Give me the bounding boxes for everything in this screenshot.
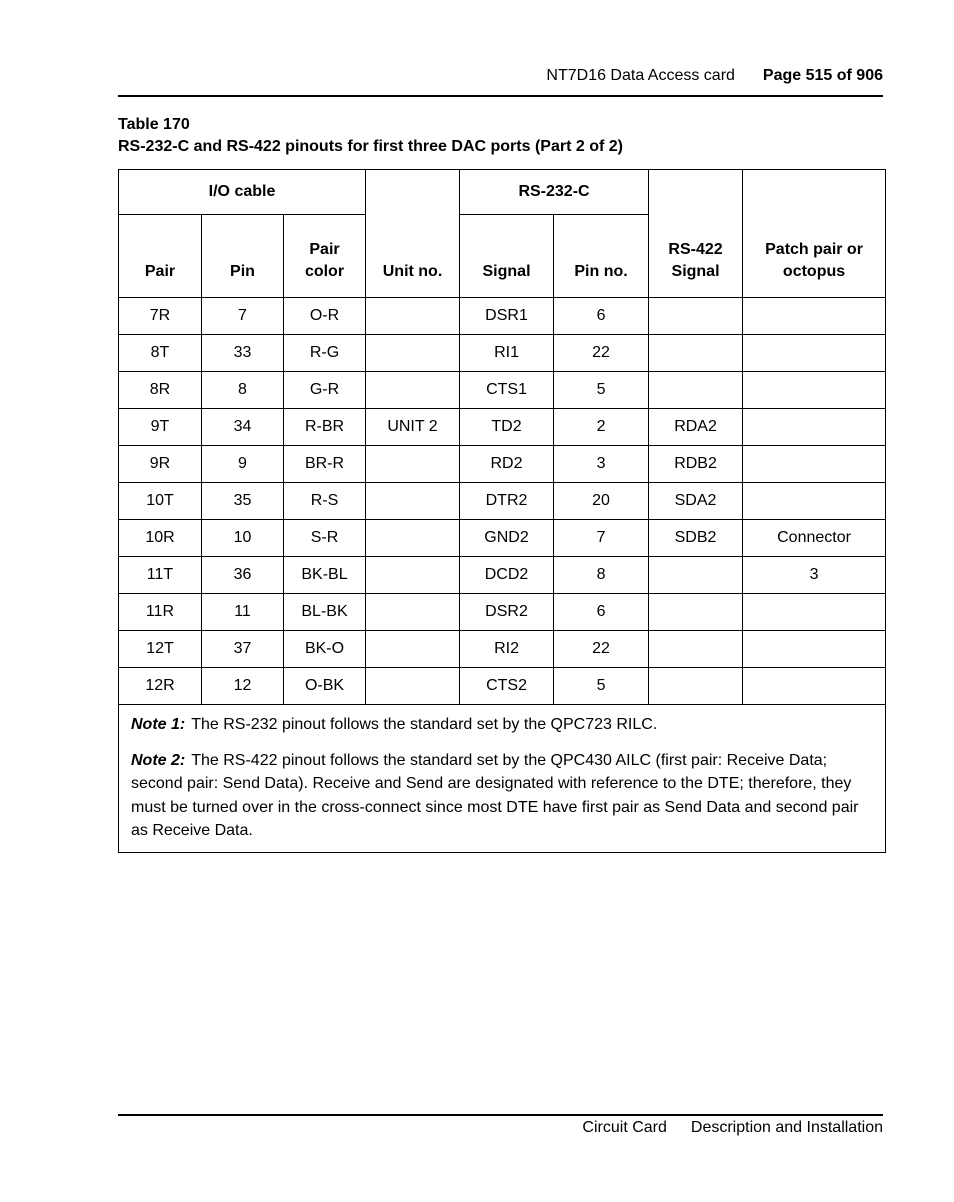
pin-no-cell: 6 <box>554 594 649 631</box>
patch-pair-cell <box>743 298 886 335</box>
note-1-text: The RS-232 pinout follows the standard set by the QPC723 RILC. <box>191 716 658 733</box>
pin-cell: 36 <box>202 557 284 594</box>
unit-no-cell <box>366 483 460 520</box>
rs422-signal-cell <box>649 631 743 668</box>
pair-color-header <box>284 215 366 298</box>
table-notes <box>119 705 886 853</box>
footer-rule <box>118 1114 883 1116</box>
unit-no-cell <box>366 298 460 335</box>
note-1 <box>131 713 873 737</box>
rs422-signal-cell: SDA2 <box>649 483 743 520</box>
pair-color-cell: R-G <box>284 335 366 372</box>
pair-cell: 11T <box>119 557 202 594</box>
document-title: NT7D16 Data Access card <box>546 67 735 84</box>
pair-cell: 9R <box>119 446 202 483</box>
rs422-signal-cell <box>649 668 743 705</box>
pair-cell: 8T <box>119 335 202 372</box>
pin-no-cell: 20 <box>554 483 649 520</box>
pair-cell: 9T <box>119 409 202 446</box>
signal-cell: DCD2 <box>460 557 554 594</box>
pinout-table <box>118 169 886 853</box>
patch-pair-cell <box>743 668 886 705</box>
pair-color-cell: R-BR <box>284 409 366 446</box>
patch-pair-cell <box>743 594 886 631</box>
page-number: Page 515 of 906 <box>762 67 883 84</box>
table-row <box>119 446 886 483</box>
patch-pair-cell <box>743 372 886 409</box>
pin-no-cell: 7 <box>554 520 649 557</box>
patch-header-line1: Patch pair or <box>765 241 863 258</box>
signal-cell: RI1 <box>460 335 554 372</box>
pair-cell: 11R <box>119 594 202 631</box>
rs422-signal-cell: RDB2 <box>649 446 743 483</box>
pin-cell: 11 <box>202 594 284 631</box>
pin-cell: 12 <box>202 668 284 705</box>
pair-color-cell: BK-BL <box>284 557 366 594</box>
pair-cell: 10R <box>119 520 202 557</box>
footer-right: Description and Installation <box>690 1119 883 1136</box>
patch-pair-header <box>743 170 886 298</box>
unit-no-cell <box>366 520 460 557</box>
pair-color-header-line1: Pair <box>309 241 340 258</box>
rs422-signal-cell: RDA2 <box>649 409 743 446</box>
pin-no-cell: 3 <box>554 446 649 483</box>
rs422-header-line1: RS-422 <box>668 241 723 258</box>
note-2-text: The RS-422 pinout follows the standard set by the QPC430 AILC (first pair: Receive Data; second pair: Send Data). Receive and Send are designated with reference to the DTE; therefore, they must be turned over in the cross-connect since most DTE have first pair as Send Data and second pair as Receive Data. <box>131 751 859 839</box>
pin-no-cell: 8 <box>554 557 649 594</box>
pin-cell: 8 <box>202 372 284 409</box>
pin-no-cell: 5 <box>554 668 649 705</box>
table-row <box>119 594 886 631</box>
signal-cell: RD2 <box>460 446 554 483</box>
patch-pair-cell: 3 <box>743 557 886 594</box>
pin-cell: 10 <box>202 520 284 557</box>
table-body <box>119 298 886 705</box>
pair-cell: 10T <box>119 483 202 520</box>
pair-cell: 12R <box>119 668 202 705</box>
table-label: Table 170 <box>118 116 190 133</box>
pair-color-cell: O-R <box>284 298 366 335</box>
pair-color-cell: S-R <box>284 520 366 557</box>
signal-cell: TD2 <box>460 409 554 446</box>
patch-pair-cell <box>743 483 886 520</box>
header-rule <box>118 95 883 97</box>
pin-cell: 7 <box>202 298 284 335</box>
unit-no-header: Unit no. <box>366 170 460 298</box>
unit-no-cell <box>366 446 460 483</box>
signal-cell: RI2 <box>460 631 554 668</box>
page-footer <box>118 1118 883 1138</box>
table-row <box>119 409 886 446</box>
rs422-signal-cell <box>649 594 743 631</box>
table-row <box>119 298 886 335</box>
pair-header: Pair <box>119 215 202 298</box>
unit-no-cell <box>366 668 460 705</box>
patch-pair-cell <box>743 409 886 446</box>
pin-cell: 9 <box>202 446 284 483</box>
rs422-signal-cell <box>649 335 743 372</box>
unit-no-cell <box>366 372 460 409</box>
table-row <box>119 483 886 520</box>
rs422-header-line2: Signal <box>671 263 720 280</box>
pin-no-cell: 6 <box>554 298 649 335</box>
table-row <box>119 557 886 594</box>
pin-no-cell: 22 <box>554 335 649 372</box>
signal-cell: GND2 <box>460 520 554 557</box>
table-row <box>119 372 886 409</box>
pair-cell: 7R <box>119 298 202 335</box>
pair-cell: 8R <box>119 372 202 409</box>
note-2 <box>131 749 873 843</box>
rs422-signal-cell <box>649 372 743 409</box>
pin-cell: 35 <box>202 483 284 520</box>
rs422-signal-cell: SDB2 <box>649 520 743 557</box>
pair-cell: 12T <box>119 631 202 668</box>
unit-no-cell <box>366 335 460 372</box>
rs422-signal-cell <box>649 557 743 594</box>
patch-pair-cell: Connector <box>743 520 886 557</box>
signal-header: Signal <box>460 215 554 298</box>
rs232c-group-header: RS-232-C <box>460 170 649 215</box>
pair-color-cell: O-BK <box>284 668 366 705</box>
pin-cell: 34 <box>202 409 284 446</box>
rs422-signal-cell <box>649 298 743 335</box>
patch-pair-cell <box>743 446 886 483</box>
pin-no-header: Pin no. <box>554 215 649 298</box>
io-cable-group-header: I/O cable <box>119 170 366 215</box>
footer-left: Circuit Card <box>582 1119 667 1136</box>
patch-pair-cell <box>743 631 886 668</box>
pin-no-cell: 22 <box>554 631 649 668</box>
unit-no-cell <box>366 631 460 668</box>
table-row <box>119 668 886 705</box>
pair-color-cell: BL-BK <box>284 594 366 631</box>
table-row <box>119 631 886 668</box>
page-header <box>118 66 883 88</box>
pair-color-header-line2: color <box>304 263 345 280</box>
pair-color-cell: BR-R <box>284 446 366 483</box>
table-title: RS-232-C and RS-422 pinouts for first three DAC ports (Part 2 of 2) <box>118 138 623 155</box>
signal-cell: CTS1 <box>460 372 554 409</box>
pair-color-cell: G-R <box>284 372 366 409</box>
pair-color-cell: BK-O <box>284 631 366 668</box>
signal-cell: CTS2 <box>460 668 554 705</box>
unit-no-cell: UNIT 2 <box>366 409 460 446</box>
pin-no-cell: 2 <box>554 409 649 446</box>
pin-cell: 33 <box>202 335 284 372</box>
signal-cell: DSR2 <box>460 594 554 631</box>
signal-cell: DTR2 <box>460 483 554 520</box>
patch-pair-cell <box>743 335 886 372</box>
pin-cell: 37 <box>202 631 284 668</box>
pair-color-cell: R-S <box>284 483 366 520</box>
table-row <box>119 335 886 372</box>
unit-no-cell <box>366 557 460 594</box>
pin-no-cell: 5 <box>554 372 649 409</box>
rs422-signal-header <box>649 170 743 298</box>
note-1-label: Note 1: <box>131 716 186 733</box>
table-caption <box>118 114 883 158</box>
unit-no-cell <box>366 594 460 631</box>
patch-header-line2: octopus <box>782 263 846 280</box>
note-2-label: Note 2: <box>131 751 186 769</box>
pin-header: Pin <box>202 215 284 298</box>
table-row <box>119 520 886 557</box>
signal-cell: DSR1 <box>460 298 554 335</box>
